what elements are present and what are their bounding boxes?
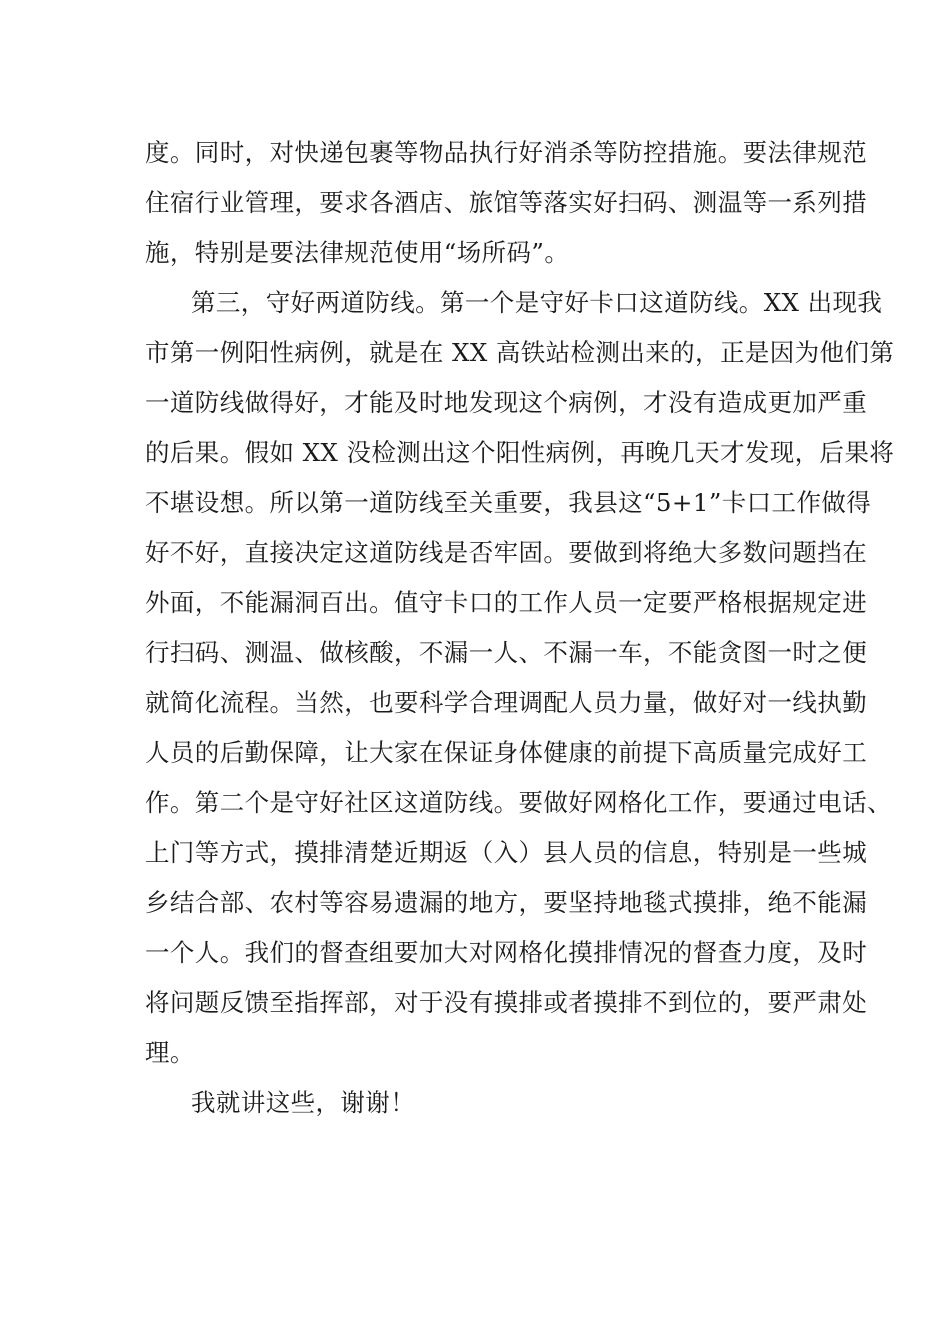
text-line: 一个人。我们的督查组要加大对网格化摸排情况的督查力度，及时: [145, 938, 868, 967]
text-line: 我就讲这些，谢谢！: [191, 1088, 416, 1117]
text-line: 度。同时，对快递包裹等物品执行好消杀等防控措施。要法律规范: [145, 138, 868, 167]
text-line: 人员的后勤保障，让大家在保证身体健康的前提下高质量完成好工: [145, 738, 868, 767]
text-line: 不堪设想。所以第一道防线至关重要，我县这“5+1”卡口工作做得: [145, 488, 872, 517]
paragraph-3: [145, 1078, 815, 1128]
paragraph-2: [145, 278, 895, 1078]
text-line: 作。第二个是守好社区这道防线。要做好网格化工作，要通过电话、: [145, 788, 892, 817]
text-line: 外面，不能漏洞百出。值守卡口的工作人员一定要严格根据规定进: [145, 588, 868, 617]
text-line: 住宿行业管理，要求各酒店、旅馆等落实好扫码、测温等一系列措: [145, 188, 868, 217]
text-line: 第三，守好两道防线。第一个是守好卡口这道防线。XX 出现我: [191, 288, 883, 317]
document-body: [145, 128, 895, 1128]
text-line: 就简化流程。当然，也要科学合理调配人员力量，做好对一线执勤: [145, 688, 868, 717]
text-line: 好不好，直接决定这道防线是否牢固。要做到将绝大多数问题挡在: [145, 538, 868, 567]
text-line: 施，特别是要法律规范使用“场所码”。: [145, 238, 570, 267]
text-line: 上门等方式，摸排清楚近期返（入）县人员的信息，特别是一些城: [145, 838, 868, 867]
text-line: 乡结合部、农村等容易遗漏的地方，要坚持地毯式摸排，绝不能漏: [145, 888, 868, 917]
text-line: 一道防线做得好，才能及时地发现这个病例，才没有造成更加严重: [145, 388, 868, 417]
paragraph-1: [145, 128, 868, 278]
text-line: 市第一例阳性病例，就是在 XX 高铁站检测出来的，正是因为他们第: [145, 338, 895, 367]
text-line: 行扫码、测温、做核酸，不漏一人、不漏一车，不能贪图一时之便: [145, 638, 868, 667]
text-line: 将问题反馈至指挥部，对于没有摸排或者摸排不到位的，要严肃处: [145, 988, 868, 1017]
text-line: 的后果。假如 XX 没检测出这个阳性病例，再晚几天才发现，后果将: [145, 438, 895, 467]
text-line: 理。: [145, 1038, 195, 1067]
